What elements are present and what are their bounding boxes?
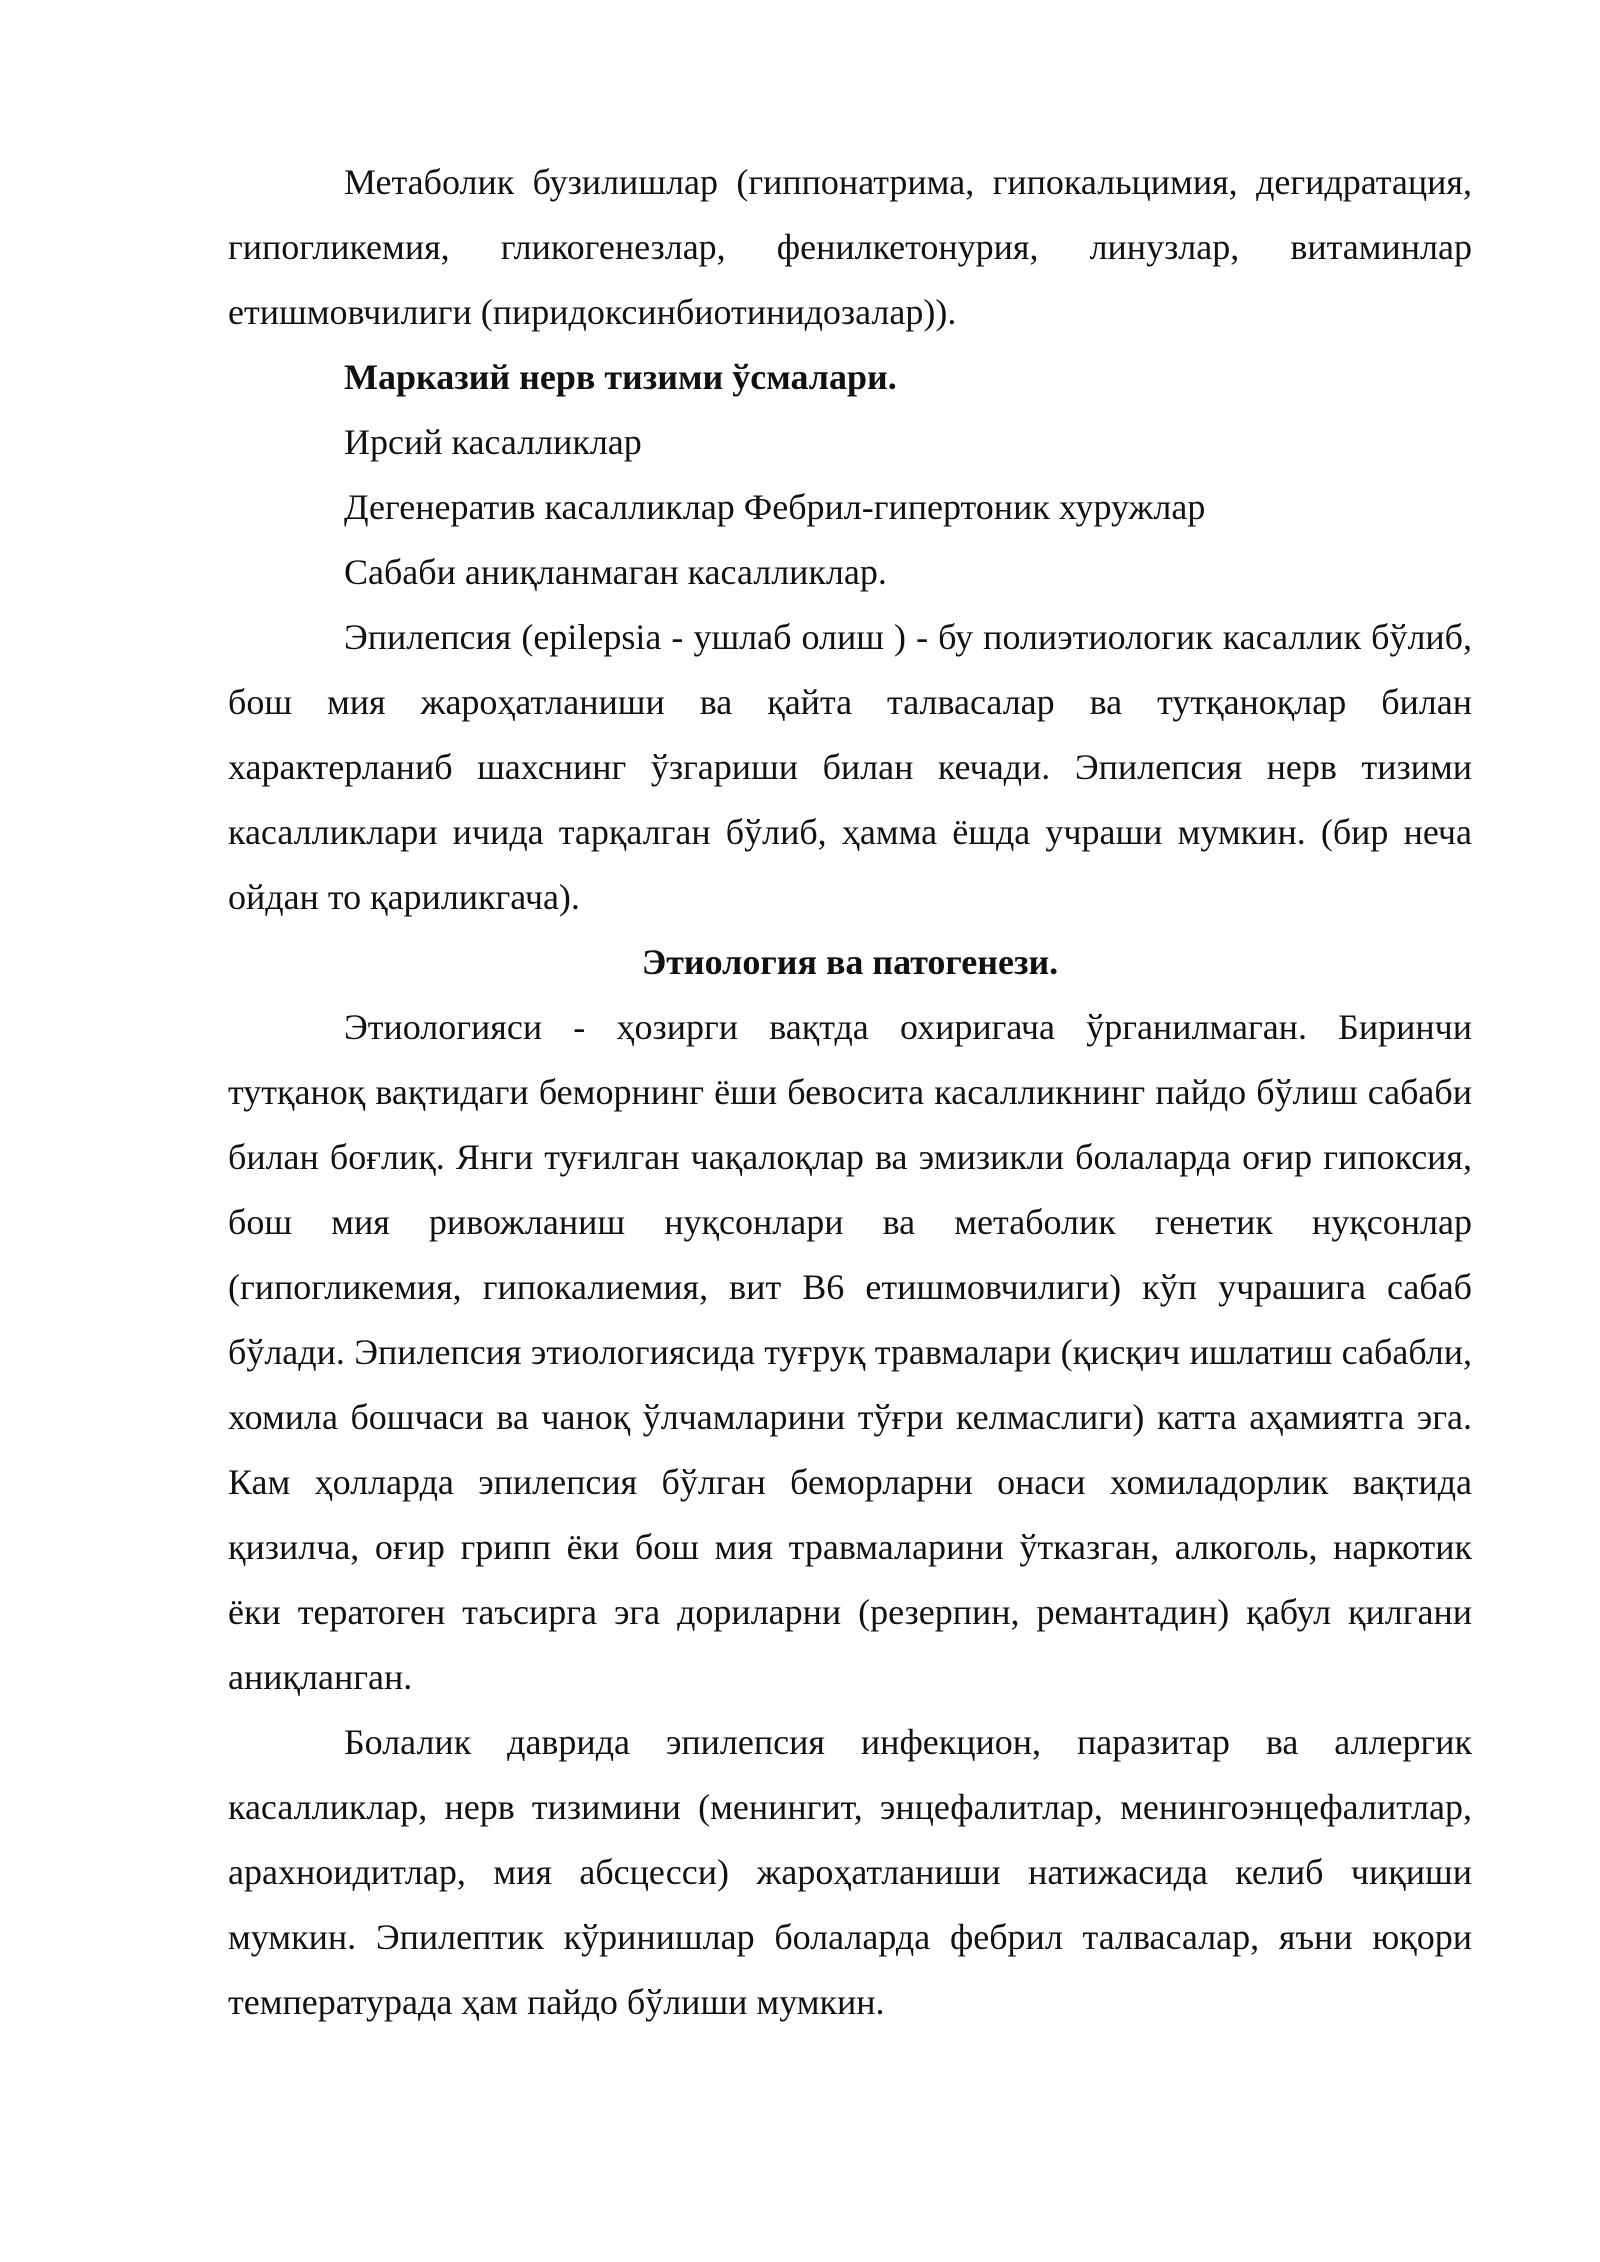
paragraph-childhood-epilepsy: Болалик даврида эпилепсия инфекцион, паразитар ва аллергик касалликлар, нерв тизимини (менингит, энцефалитлар, менингоэнцефалитлар, арахноидитлар, мия абсцесси) жароҳатланиши натижасида келиб чиқиши мумкин. Эпилептик кўринишлар болаларда фебрил талвасалар, яъни юқори температурада ҳам пайдо бўлиши мумкин. <box>228 1722 1472 2022</box>
paragraph-epilepsy-definition: Эпилепсия (epilepsia - ушлаб олиш ) - бу полиэтиологик касаллик бўлиб, бош мия жароҳатланиши ва қайта талвасалар ва тутқаноқлар билан характерланиб шахснинг ўзгариши билан кечади. Эпилепсия нерв тизими касалликлари ичида тарқалган бўлиб, ҳамма ёшда учраши мумкин. (бир неча ойдан то қариликгача). <box>228 617 1472 917</box>
paragraph-cns-tumors: Марказий нерв тизими ўсмалари. <box>344 357 897 397</box>
section-heading: Этиология ва патогенези. <box>641 942 1059 982</box>
paragraph-degenerative-diseases: Дегенератив касалликлар Фебрил-гипертоник хуружлар <box>344 487 1206 527</box>
paragraph-etiology: Этиологияси - ҳозирги вақтда охиригача ўрганилмаган. Биринчи тутқаноқ вақтидаги беморнинг ёши бевосита касалликнинг пайдо бўлиш сабаби билан боғлиқ. Янги туғилган чақалоқлар ва эмизикли болаларда оғир гипоксия, бош мия ривожланиш нуқсонлари ва метаболик генетик нуқсонлар (гипогликемия, гипокалиемия, вит В6 етишмовчилиги) кўп учрашига сабаб бўлади. Эпилепсия этиологиясида туғруқ травмалари (қисқич ишлатиш сабабли, хомила бошчаси ва чаноқ ўлчамларини тўғри келмаслиги) катта аҳамиятга эга. Кам ҳолларда эпилепсия бўлган беморларни онаси хомиладорлик вақтида қизилча, оғир грипп ёки бош мия травмаларини ўтказган, алкоголь, наркотик ёки тератоген таъсирга эга дориларни (резерпин, ремантадин) қабул қилгани аниқланган. <box>228 1007 1472 1697</box>
paragraph-hereditary-diseases: Ирсий касалликлар <box>344 422 642 462</box>
paragraph-unknown-cause: Сабаби аниқланмаган касалликлар. <box>344 552 887 592</box>
document-body <box>228 150 1472 2035</box>
paragraph-metabolic-disorders: Метаболик бузилишлар (гиппонатрима, гипокальцимия, дегидратация, гипогликемия, гликогенезлар, фенилкетонурия, линузлар, витаминлар етишмовчилиги (пиридоксинбиотинидозалар)). <box>228 162 1472 332</box>
